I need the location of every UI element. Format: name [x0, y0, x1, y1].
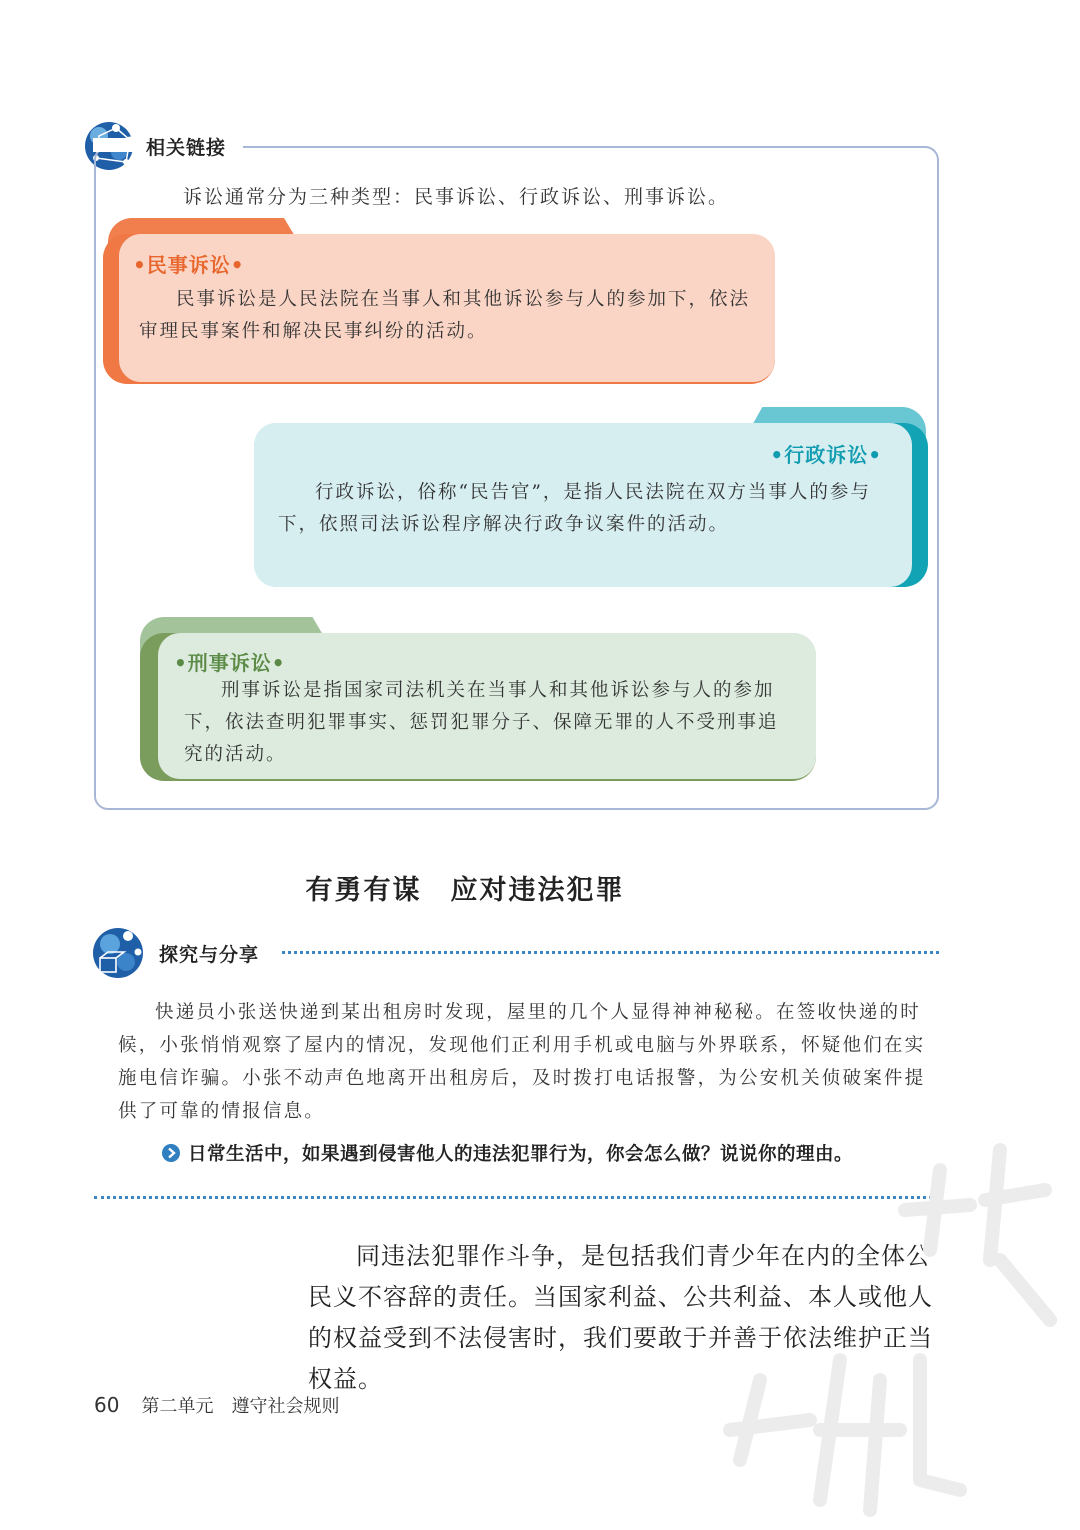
section-heading: 有勇有谋 应对违法犯罪	[305, 875, 625, 906]
watermark-decoration	[700, 1130, 1080, 1530]
civil-card-title: •民事诉讼•	[133, 253, 245, 277]
explore-share-icon	[90, 924, 146, 980]
admin-card-text: 行政诉讼，俗称“民告官”，是指人民法院在双方当事人的参与下，依照司法诉讼程序解决行政争议案件的活动。	[278, 482, 871, 535]
admin-card-title: •行政诉讼•	[770, 443, 882, 467]
criminal-card-title: •刑事诉讼•	[174, 651, 286, 675]
dotted-divider-top	[282, 951, 939, 954]
explore-question: 日常生活中，如果遇到侵害他人的违法犯罪行为，你会怎么做？说说你的理由。	[188, 1144, 854, 1165]
explore-share-title: 探究与分享	[159, 944, 260, 966]
question-arrow-icon	[162, 1144, 180, 1162]
related-link-intro: 诉讼通常分为三种类型：民事诉讼、行政诉讼、刑事诉讼。	[183, 186, 730, 208]
chapter-label: 遵守社会规则	[231, 1396, 340, 1417]
page-number: 60	[94, 1393, 120, 1417]
criminal-card-text: 刑事诉讼是指国家司法机关在当事人和其他诉讼参与人的参加下，依法查明犯罪事实、惩罚犯罪分子、保障无罪的人不受刑事追究的活动。	[184, 680, 779, 765]
unit-label: 第二单元	[141, 1396, 214, 1417]
page-footer	[94, 1392, 339, 1418]
civil-card-text: 民事诉讼是人民法院在当事人和其他诉讼参与人的参加下，依法审理民事案件和解决民事纠纷的活动。	[139, 289, 751, 342]
body-paragraph: 同违法犯罪作斗争，是包括我们青少年在内的全体公民义不容辞的责任。当国家利益、公共利益、本人或他人的权益受到不法侵害时，我们要敢于并善于依法维护正当权益。	[308, 1242, 933, 1393]
related-link-title: 相关链接	[146, 137, 227, 159]
explore-story: 快递员小张送快递到某出租房时发现，屋里的几个人显得神神秘秘。在签收快递的时候，小张悄悄观察了屋内的情况，发现他们正利用手机或电脑与外界联系，怀疑他们在实施电信诈骗。小张不动声色地离开出租房后，及时拨打电话报警，为公安机关侦破案件提供了可靠的情报信息。	[118, 1002, 926, 1122]
